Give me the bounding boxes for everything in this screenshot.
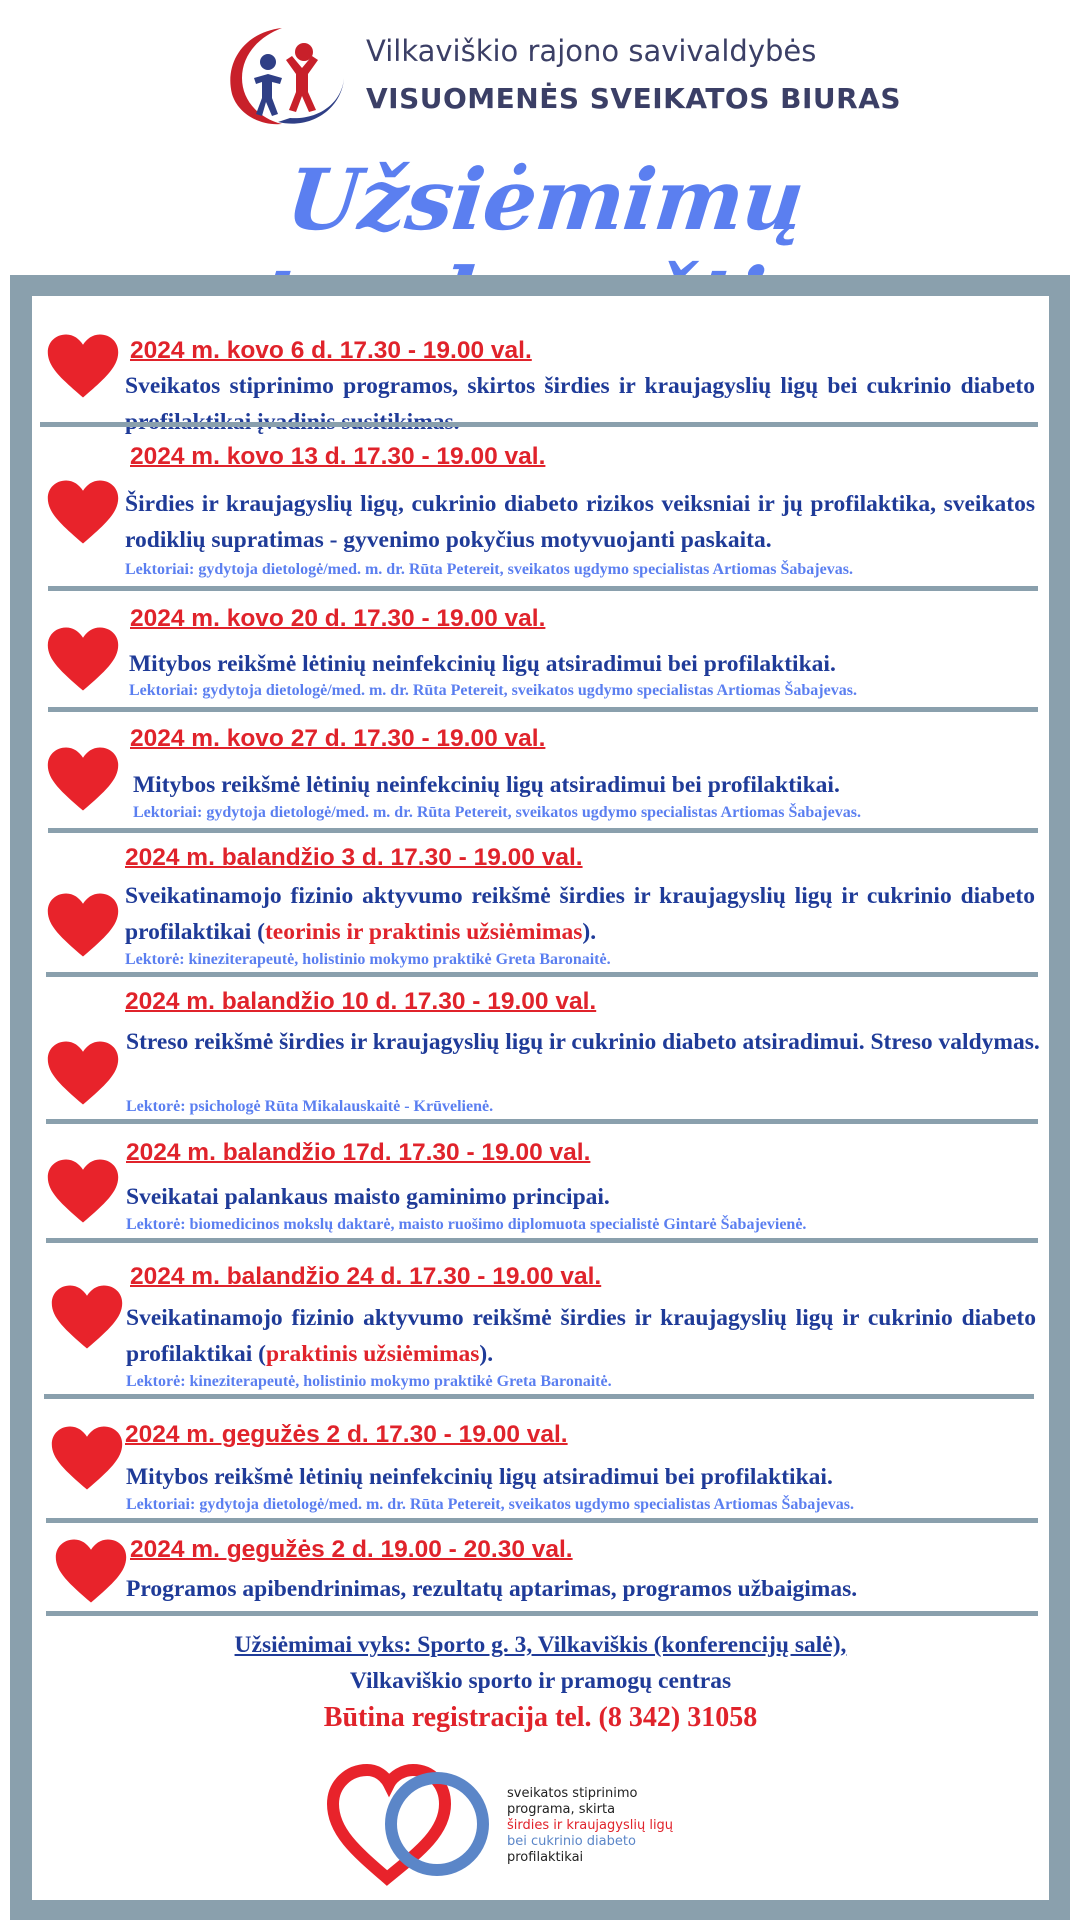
entry-description-text: Sveikatinamojo fizinio aktyvumo reikšmė širdies ir kraujagyslių ligų ir cukrinio diabeto profilaktikai (	[126, 1305, 1036, 1367]
divider	[44, 1394, 1034, 1399]
heart-icon	[46, 333, 120, 399]
heart-icon	[50, 1284, 124, 1350]
divider	[46, 1119, 1038, 1124]
entry-lecturer: Lektoriai: gydytoja dietologė/med. m. dr. Rūta Petereit, sveikatos ugdymo specialistas Artiomas Šabajevas.	[126, 1496, 854, 1513]
schedule-frame	[10, 275, 1070, 1920]
program-logo-line: programa, skirta	[507, 1802, 616, 1817]
location-text: Užsiėmimai vyks: Sporto g. 3, Vilkaviškis (konferencijų salė),	[234, 1632, 847, 1658]
program-logo	[337, 1754, 737, 1894]
entry-description: Mitybos reikšmė lėtinių neinfekcinių ligų atsiradimui bei profilaktikai.	[126, 1464, 833, 1490]
entry-date: 2024 m. gegužės 2 d. 19.00 - 20.30 val.	[130, 1536, 573, 1563]
divider	[48, 586, 1038, 591]
entry-description: Programos apibendrinimas, rezultatų aptarimas, programos užbaigimas.	[126, 1576, 858, 1602]
heart-icon	[46, 626, 120, 692]
divider	[40, 422, 1038, 427]
entry-description-text: Sveikatinamojo fizinio aktyvumo reikšmė širdies ir kraujagyslių ligų ir cukrinio diabeto profilaktikai (	[125, 883, 1035, 945]
entry-description: Streso reikšmė širdies ir kraujagyslių ligų ir cukrinio diabeto atsiradimui. Streso valdymas.	[126, 1029, 1040, 1055]
venue-text: Vilkaviškio sporto ir pramogų centras	[349, 1668, 732, 1694]
program-logo-line: profilaktikai	[507, 1850, 584, 1865]
entry-description-highlight: teorinis ir praktinis užsiėmimas	[264, 919, 583, 945]
entry-description: Mitybos reikšmė lėtinių neinfekcinių ligų atsiradimui bei profilaktikai.	[129, 651, 836, 677]
entry-description: Mitybos reikšmė lėtinių neinfekcinių ligų atsiradimui bei profilaktikai.	[133, 772, 840, 798]
program-logo-line: sveikatos stiprinimo	[507, 1786, 638, 1801]
heart-icon	[46, 892, 120, 958]
entry-description-highlight: praktinis užsiėmimas	[265, 1341, 480, 1367]
schedule-panel	[32, 296, 1049, 1900]
divider	[46, 1518, 1038, 1523]
entry-lecturer: Lektorė: kineziterapeutė, holistinio mokymo praktikė Greta Baronaitė.	[126, 1373, 612, 1390]
heart-icon	[54, 1538, 128, 1604]
entry-lecturer: Lektoriai: gydytoja dietologė/med. m. dr. Rūta Petereit, sveikatos ugdymo specialistas Artiomas Šabajevas.	[129, 682, 857, 699]
page-title: Užsiėmimų	[282, 150, 809, 249]
heart-icon	[46, 1040, 120, 1106]
heart-icon	[50, 1425, 124, 1491]
entry-lecturer: Lektorė: kineziterapeutė, holistinio mokymo praktikė Greta Baronaitė.	[125, 951, 611, 968]
entry-lecturer: Lektorė: biomedicinos mokslų daktarė, maisto ruošimo diplomuota specialistė Gintarė Šabajevienė.	[126, 1216, 807, 1233]
entry-date: 2024 m. kovo 27 d. 17.30 - 19.00 val.	[130, 725, 546, 752]
org-name-line1: Vilkaviškio rajono savivaldybės	[366, 34, 817, 68]
entry-date: 2024 m. balandžio 17d. 17.30 - 19.00 val.	[126, 1139, 591, 1166]
heart-icon	[46, 746, 120, 812]
entry-date: 2024 m. balandžio 24 d. 17.30 - 19.00 val.	[130, 1263, 602, 1290]
entry-date: 2024 m. kovo 13 d. 17.30 - 19.00 val.	[130, 443, 546, 470]
entry-description: Sveikatai palankaus maisto gaminimo principai.	[126, 1184, 610, 1210]
divider	[48, 707, 1038, 712]
entry-date: 2024 m. gegužės 2 d. 17.30 - 19.00 val.	[125, 1421, 568, 1448]
divider	[46, 1238, 1038, 1243]
entry-date: 2024 m. kovo 20 d. 17.30 - 19.00 val.	[130, 605, 546, 632]
entry-description: Sveikatos stiprinimo programos, skirtos širdies ir kraujagyslių ligų bei cukrinio diabeto	[125, 373, 1035, 399]
entry-description-text: ).	[582, 919, 597, 945]
heart-icon	[46, 479, 120, 545]
divider	[46, 972, 1038, 977]
entry-lecturer: Lektoriai: gydytoja dietologė/med. m. dr. Rūta Petereit, sveikatos ugdymo specialistas Artiomas Šabajevas.	[133, 804, 861, 821]
divider	[46, 1611, 1038, 1616]
entry-description-text: ).	[479, 1341, 494, 1367]
org-emblem-icon	[220, 22, 360, 132]
header	[0, 0, 1080, 275]
divider	[48, 828, 1038, 833]
entry-date: 2024 m. balandžio 3 d. 17.30 - 19.00 val.	[125, 844, 583, 871]
program-logo-line: širdies ir kraujagyslių ligų	[507, 1818, 674, 1833]
entry-description	[126, 1300, 1036, 1372]
entry-description	[125, 878, 1035, 950]
entry-date: 2024 m. balandžio 10 d. 17.30 - 19.00 val.	[125, 988, 597, 1015]
entry-lecturer: Lektoriai: gydytoja dietologė/med. m. dr. Rūta Petereit, sveikatos ugdymo specialistas Artiomas Šabajevas.	[125, 561, 853, 578]
org-name-line2: VISUOMENĖS SVEIKATOS BIURAS	[366, 82, 902, 115]
program-logo-line: bei cukrinio diabeto	[507, 1834, 636, 1849]
entry-date: 2024 m. kovo 6 d. 17.30 - 19.00 val.	[130, 337, 532, 364]
entry-description: Širdies ir kraujagyslių ligų, cukrinio diabeto rizikos veiksniai ir jų profilaktika, sveikatos rodiklių supratimas - gyvenimo pokyčius motyvuojanti paskaita.	[125, 491, 1035, 553]
heart-rings-icon	[327, 1754, 497, 1894]
org-logo	[220, 22, 902, 132]
program-logo-text	[507, 1786, 673, 1866]
entry-lecturer: Lektorė: psichologė Rūta Mikalauskaitė - Krūvelienė.	[126, 1098, 494, 1115]
heart-icon	[46, 1158, 120, 1224]
registration-text: Būtina registracija tel. (8 342) 31058	[323, 1702, 758, 1733]
